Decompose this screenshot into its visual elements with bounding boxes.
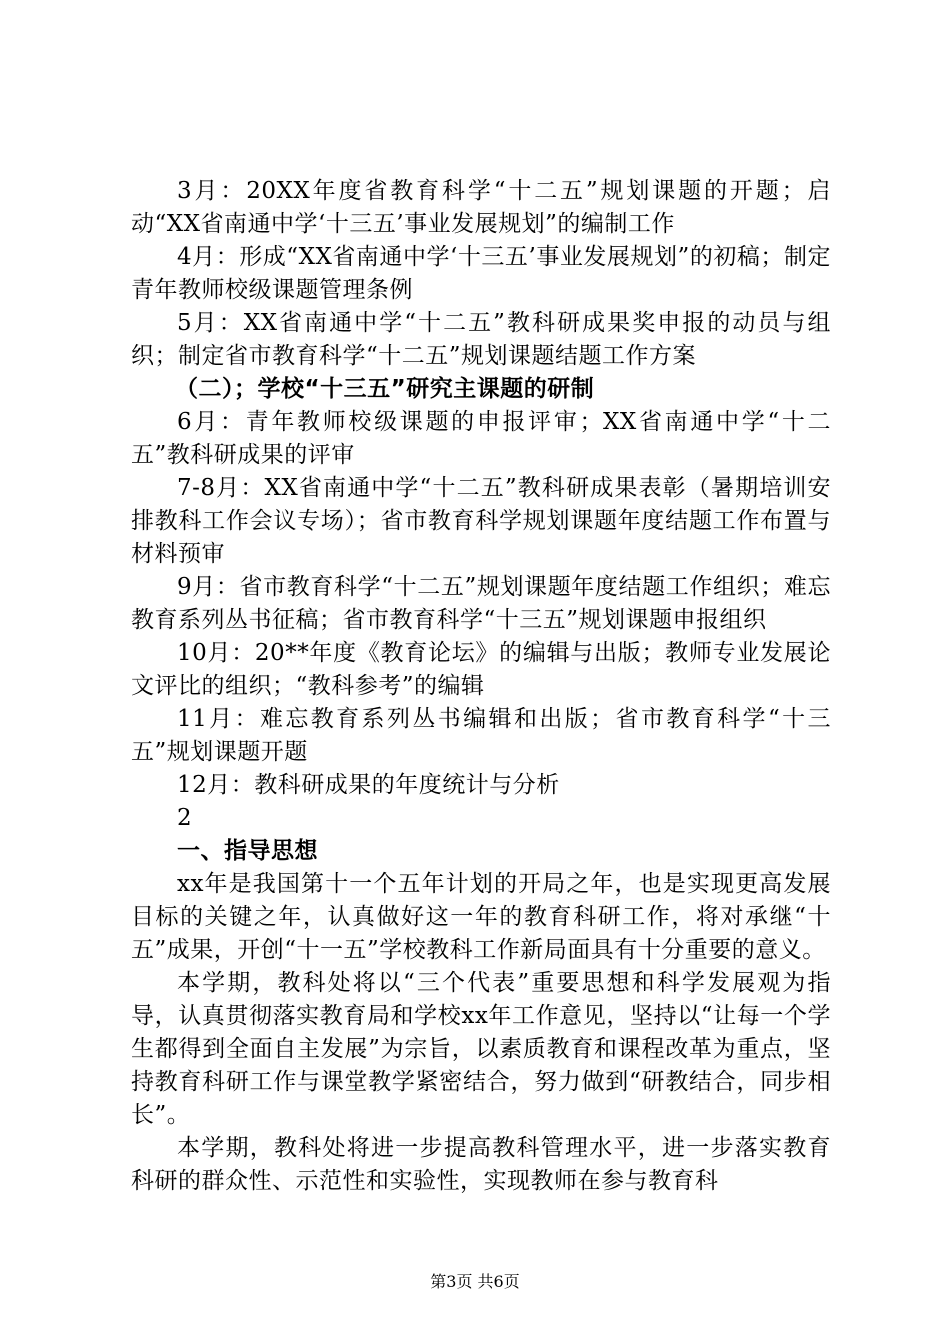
paragraph-body-1: xx年是我国第十一个五年计划的开局之年，也是实现更高发展目标的关键之年，认真做好这一年的教育科研工作，将对承继“十五”成果，开创“十一五”学校教科工作新局面具有十分重要的意义。 (131, 871, 831, 963)
paragraph-body-2: 本学期，教科处将以“三个代表”重要思想和科学发展观为指导，认真贯彻落实教育局和学校xx年工作意见，坚持以“让每一个学生都得到全面自主发展”为宗旨，以素质教育和课程改革为重点，坚持教育科研工作与课堂教学紧密结合，努力做到“研教结合，同步相长”。 (131, 970, 831, 1128)
section-heading: 一、指导思想 (177, 838, 318, 864)
paragraph-april: 4月：形成“XX省南通中学‘十三五’事业发展规划”的初稿；制定青年教师校级课题管理条例 (131, 244, 831, 303)
paragraph-october: 10月：20**年度《教育论坛》的编辑与出版；教师专业发展论文评比的组织；“教科参考”的编辑 (131, 640, 831, 699)
paragraph-july-august: 7-8月：XX省南通中学“十二五”教科研成果表彰（暑期培训安排教科工作会议专场）；省市教育科学规划课题年度结题工作布置与材料预审 (131, 475, 831, 567)
paragraph-june: 6月：青年教师校级课题的申报评审；XX省南通中学“十二五”教科研成果的评审 (131, 409, 831, 468)
section-number: 2 (177, 805, 193, 831)
section-subheading: （二）；学校“十三五”研究主课题的研制 (175, 376, 595, 402)
paragraph-december: 12月：教科研成果的年度统计与分析 (177, 772, 560, 798)
page-footer: 第3页 共6页 (430, 1272, 520, 1291)
paragraph-body-3: 本学期，教科处将进一步提高教科管理水平，进一步落实教育科研的群众性、示范性和实验性，实现教师在参与教育科 (131, 1135, 831, 1194)
document-body (131, 175, 831, 1198)
paragraph-september: 9月：省市教育科学“十二五”规划课题年度结题工作组织；难忘教育系列丛书征稿；省市教育科学“十三五”规划课题申报组织 (131, 574, 831, 633)
paragraph-march: 3月：20XX年度省教育科学“十二五”规划课题的开题；启动“XX省南通中学‘十三五’事业发展规划”的编制工作 (131, 178, 831, 237)
paragraph-november: 11月：难忘教育系列丛书编辑和出版；省市教育科学“十三五”规划课题开题 (131, 706, 831, 765)
paragraph-may: 5月：XX省南通中学“十二五”教科研成果奖申报的动员与组织；制定省市教育科学“十二五”规划课题结题工作方案 (131, 310, 831, 369)
